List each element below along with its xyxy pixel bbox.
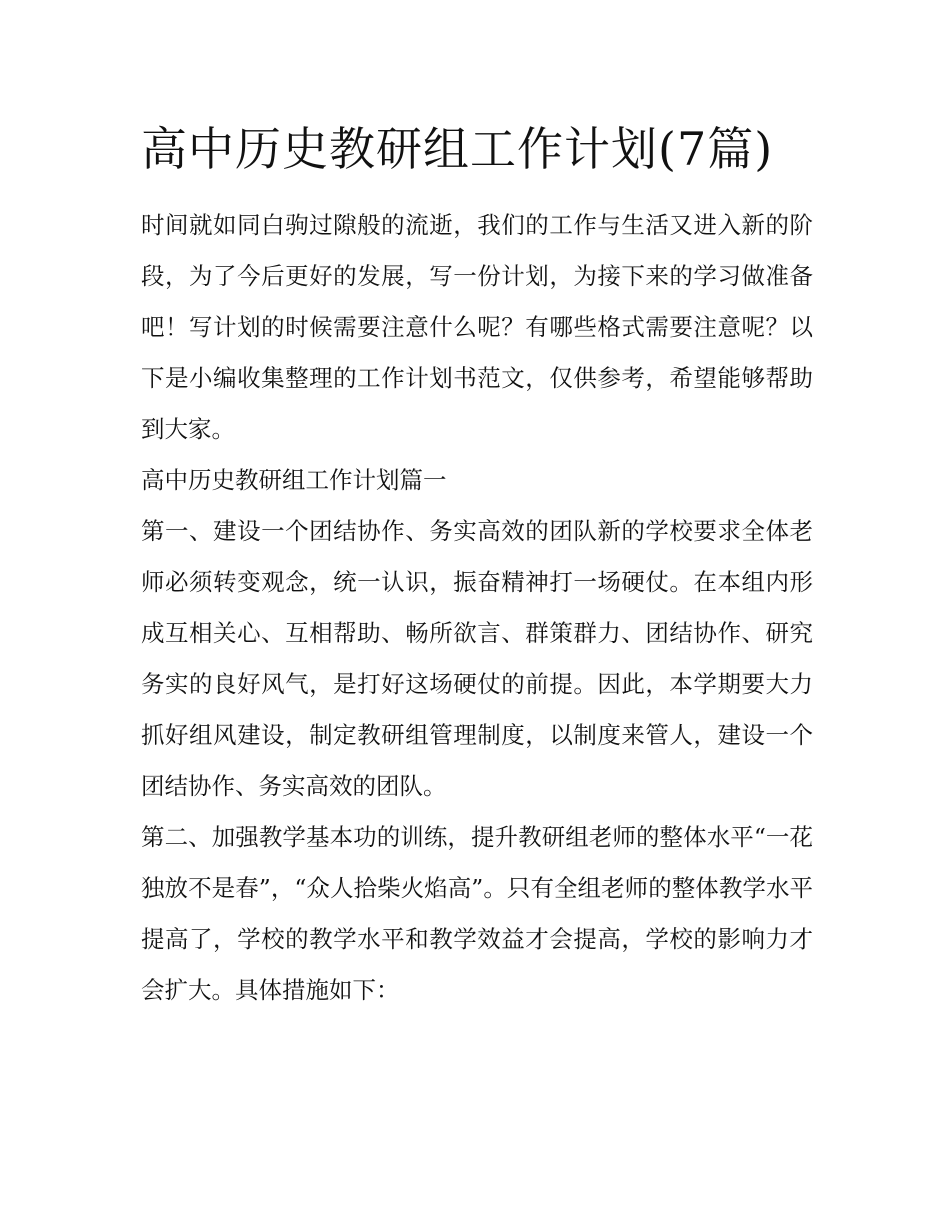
document-page [141,112,813,1016]
document-title: 高中历史教研组工作计划(7篇) [141,122,774,176]
body-paragraph: 第一、建设一个团结协作、务实高效的团队新的学校要求全体老师必须转变观念，统一认识，振奋精神打一场硬仗。在本组内形成互相关心、互相帮助、畅所欲言、群策群力、团结协作、研究务实的良好风气，是打好这场硬仗的前提。因此，本学期要大力抓好组风建设，制定教研组管理制度，以制度来管人，建设一个团结协作、务实高效的团队。 [141,517,813,800]
intro-paragraph: 时间就如同白驹过隙般的流逝，我们的工作与生活又进入新的阶段，为了今后更好的发展，写一份计划，为接下来的学习做准备吧！写计划的时候需要注意什么呢？有哪些格式需要注意呢？以下是小编收集整理的工作计划书范文，仅供参考，希望能够帮助到大家。 [141,211,813,443]
section-heading: 高中历史教研组工作计划篇一 [141,466,447,494]
body-paragraph: 第二、加强教学基本功的训练，提升教研组老师的整体水平“一花独放不是春”，“众人拾柴火焰高”。只有全组老师的整体教学水平提高了，学校的教学水平和教学效益才会提高，学校的影响力才会扩大。具体措施如下： [141,823,813,1004]
